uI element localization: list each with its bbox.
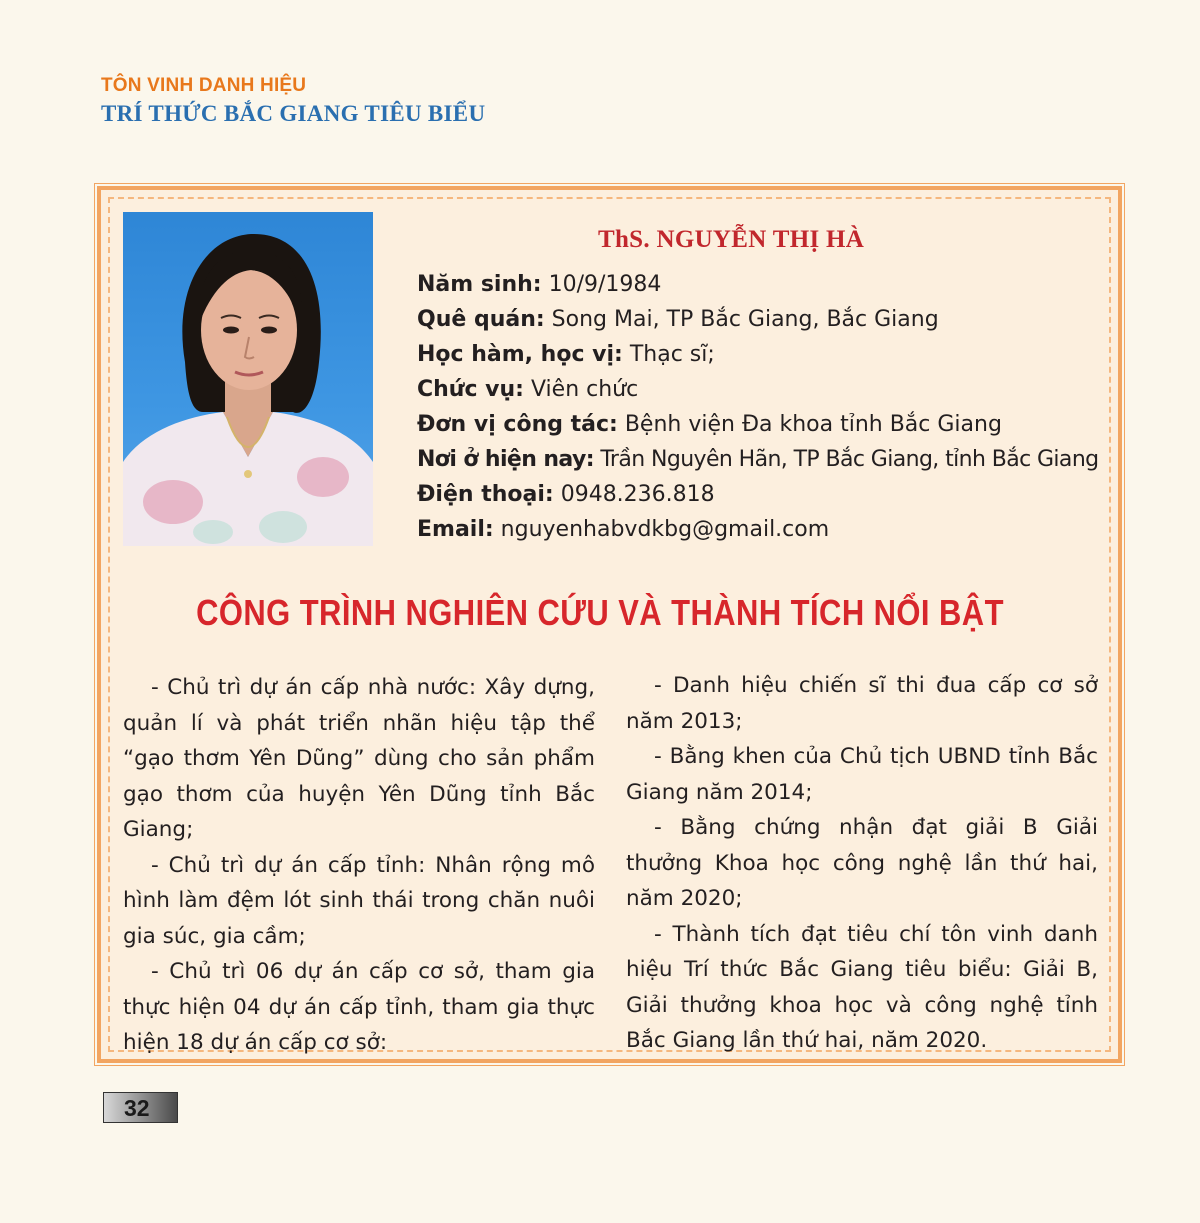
workplace-row: [417, 414, 1002, 436]
field-value: Song Mai, TP Bắc Giang, Bắc Giang: [544, 307, 939, 332]
achievements-left-column: [123, 670, 595, 1061]
field-value: nguyenhabvdkbg@gmail.com: [493, 517, 830, 542]
position-row: [417, 379, 638, 401]
field-value: Viên chức: [523, 377, 639, 402]
birth-year-row: [417, 274, 661, 296]
paragraph: - Chủ trì dự án cấp nhà nước: Xây dựng, quản lí và phát triển nhãn hiệu tập thể “gạo thơm Yên Dũng” dùng cho sản phẩm gạo thơm của huyện Yên Dũng tỉnh Bắc Giang;: [123, 675, 595, 842]
field-label: Học hàm, học vị:: [417, 342, 623, 367]
page-number-badge: [103, 1092, 178, 1123]
field-label: Quê quán:: [417, 307, 545, 332]
field-label: Email:: [417, 517, 494, 542]
field-value: 10/9/1984: [541, 272, 662, 297]
person-name: ThS. NGUYỄN THỊ HÀ: [598, 226, 865, 253]
field-label: Nơi ở hiện nay:: [417, 447, 594, 472]
degree-row: [417, 344, 715, 366]
field-label: Đơn vị công tác:: [417, 412, 618, 437]
field-value: Thạc sĩ;: [622, 342, 715, 367]
phone-row: [417, 484, 715, 506]
section-title: CÔNG TRÌNH NGHIÊN CỨU VÀ THÀNH TÍCH NỔI BẬT: [196, 592, 1004, 633]
field-value: Trần Nguyên Hãn, TP Bắc Giang, tỉnh Bắc Giang: [593, 447, 1099, 472]
paragraph: - Danh hiệu chiến sĩ thi đua cấp cơ sở năm 2013;: [626, 673, 1098, 734]
residence-row: [417, 449, 1099, 471]
portrait-photo: [123, 212, 373, 546]
field-label: Năm sinh:: [417, 272, 542, 297]
paragraph: - Bằng khen của Chủ tịch UBND tỉnh Bắc Giang năm 2014;: [626, 744, 1098, 805]
field-value: Bệnh viện Đa khoa tỉnh Bắc Giang: [617, 412, 1002, 437]
paragraph: - Chủ trì 06 dự án cấp cơ sở, tham gia thực hiện 04 dự án cấp tỉnh, tham gia thực hiện 18 dự án cấp cơ sở:: [123, 959, 595, 1055]
hometown-row: [417, 309, 939, 331]
email-row: [417, 519, 829, 541]
series-title: TÔN VINH DANH HIỆU: [101, 75, 307, 96]
paragraph: - Chủ trì dự án cấp tỉnh: Nhân rộng mô hình làm đệm lót sinh thái trong chăn nuôi gia súc, gia cầm;: [123, 852, 595, 949]
field-value: 0948.236.818: [553, 482, 715, 507]
field-label: Chức vụ:: [417, 377, 524, 402]
series-subtitle: TRÍ THỨC BẮC GIANG TIÊU BIỂU: [101, 101, 486, 126]
paragraph: - Thành tích đạt tiêu chí tôn vinh danh hiệu Trí thức Bắc Giang tiêu biểu: Giải B, Giải thưởng khoa học và công nghệ tỉnh Bắc Giang lần thứ hai, năm 2020.: [626, 921, 1098, 1053]
page-number: 32: [124, 1095, 150, 1121]
achievements-right-column: [626, 668, 1098, 1059]
paragraph: - Bằng chứng nhận đạt giải B Giải thưởng Khoa học công nghệ lần thứ hai, năm 2020;: [626, 815, 1098, 911]
field-label: Điện thoại:: [417, 482, 554, 507]
